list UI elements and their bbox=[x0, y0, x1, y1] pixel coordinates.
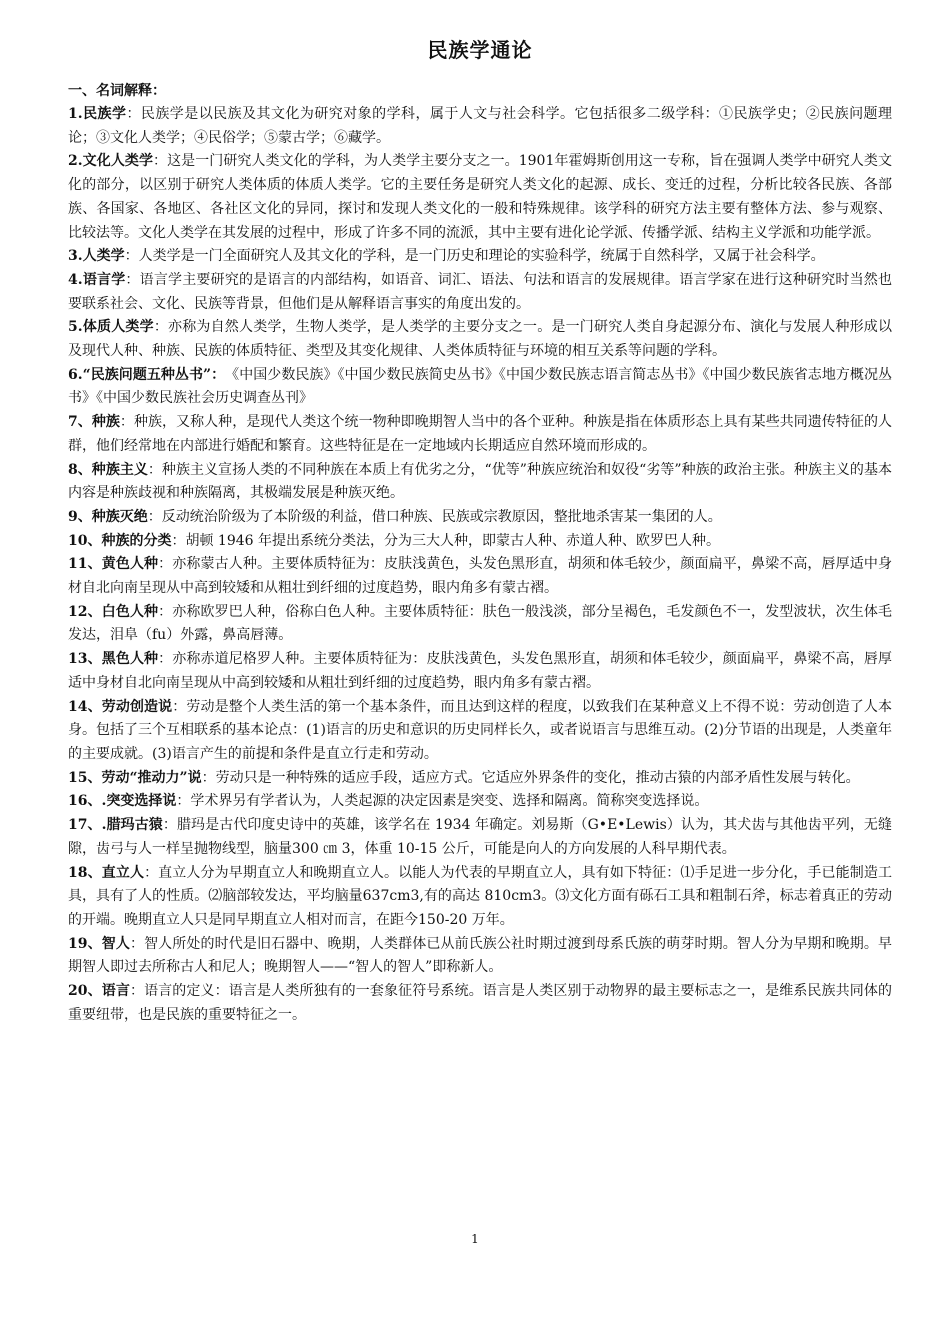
definition-entry bbox=[68, 696, 892, 767]
entry-term: 11、黄色人种 bbox=[68, 556, 159, 573]
entry-text: ：学术界另有学者认为，人类起源的决定因素是突变、选择和隔离。简称突变选择说。 bbox=[176, 793, 709, 810]
definition-entry bbox=[68, 459, 892, 506]
definition-entry bbox=[68, 601, 892, 648]
entry-text: ：亦称为自然人类学，生物人类学，是人类学的主要分支之一。是一门研究人类自身起源分布、演化与发展人种形成以及现代人种、种族、民族的体质特征、类型及其变化规律、人类体质特征与环境的相互关系等问题的学科。 bbox=[68, 319, 892, 360]
entry-term: 10、种族的分类 bbox=[68, 532, 172, 549]
definition-entry bbox=[68, 411, 892, 458]
entry-term: 20、语言 bbox=[68, 983, 130, 1000]
definition-entry bbox=[68, 150, 892, 245]
document-title: 民族学通论 bbox=[427, 38, 533, 62]
entry-term: 18、直立人 bbox=[68, 864, 145, 881]
section-heading: 一、名词解释： bbox=[68, 83, 166, 99]
entry-term: 5.体质人类学 bbox=[68, 319, 154, 336]
entry-term: 3.人类学 bbox=[68, 248, 125, 265]
entry-term: 19、智人 bbox=[68, 935, 130, 952]
entry-term: 9、种族灭绝 bbox=[68, 508, 148, 525]
entry-text: ：种族，又称人种，是现代人类这个统一物种即晚期智人当中的各个亚种。种族是指在体质形态上具有某些共同遗传特征的人群，他们经常地在内部进行婚配和繁育。这些特征是在一定地域内长期适应自然环境而形成的。 bbox=[68, 414, 892, 454]
entry-text: ：民族学是以民族及其文化为研究对象的学科，属于人文与社会科学。它包括很多二级学科：①民族学史；②民族问题理论；③文化人类学；④民俗学；⑤蒙古学；⑥藏学。 bbox=[68, 106, 892, 146]
definition-entry bbox=[68, 648, 892, 695]
entry-text: ：腊玛是古代印度史诗中的英雄，该学名在 1934 年确定。刘易斯（G•E•Lewis）认为，其犬齿与其他齿平列，无缝隙，齿弓与人一样呈抛物线型，脑量300 ㎝ 3，体重 10-15 公斤，可能是向人的方向发展的人科早期代表。 bbox=[68, 817, 892, 857]
entry-term: 7、种族 bbox=[68, 414, 120, 431]
entry-term: 1.民族学 bbox=[68, 106, 127, 122]
entry-text: ：语言的定义：语言是人类所独有的一套象征符号系统。语言是人类区别于动物界的最主要标志之一，是维系民族共同体的重要纽带，也是民族的重要特征之一。 bbox=[68, 983, 893, 1023]
entry-text: ：语言学主要研究的是语言的内部结构，如语音、词汇、语法、句法和语言的发展规律。语言学家在进行这种研究时当然也要联系社会、文化、民族等背景，但他们是从解释语言事实的角度出发的。 bbox=[68, 271, 892, 312]
definition-entry bbox=[68, 269, 892, 316]
page-number: 1 bbox=[471, 1232, 479, 1246]
definition-entry bbox=[68, 316, 892, 363]
entry-text: ：亦称欧罗巴人种，俗称白色人种。主要体质特征：肤色一般浅淡，部分呈褐色，毛发颜色不一，发型波状，次生体毛发达，泪阜（fu）外露，鼻高唇薄。 bbox=[68, 603, 892, 644]
entry-term: 13、黑色人种 bbox=[68, 651, 159, 668]
entry-text: 《中国少数民族》《中国少数民族简史丛书》《中国少数民族志语言简志丛书》《中国少数民族省志地方概况丛书》《中国少数民族社会历史调查丛刊》 bbox=[68, 366, 892, 407]
entry-term: 2.文化人类学 bbox=[68, 153, 154, 170]
definition-entry bbox=[68, 553, 892, 600]
entry-text: ：劳动只是一种特殊的适应手段，适应方式。它适应外界条件的变化，推动古猿的内部矛盾性发展与转化。 bbox=[201, 769, 860, 786]
definition-entry bbox=[68, 506, 892, 530]
definition-entry bbox=[68, 767, 892, 791]
entry-text: ：劳动是整个人类生活的第一个基本条件，而且达到这样的程度，以致我们在某种意义上不得不说：劳动创造了人本身。包括了三个互相联系的基本论点：(1)语言的历史和意识的历史同样长久，或者说语言与思维互动。(2)分节语的出现是，人类童年的主要成就。(3)语言产生的前提和条件是直立行走和劳动。 bbox=[68, 698, 893, 762]
entry-text: ：人类学是一门全面研究人及其文化的学科，是一门历史和理论的实验科学，统属于自然科学，又属于社会科学。 bbox=[124, 248, 825, 265]
definition-list bbox=[68, 103, 892, 1027]
definition-entry bbox=[68, 790, 892, 814]
entry-term: 15、劳动“推动力”说 bbox=[68, 769, 202, 786]
entry-text: ：这是一门研究人类文化的学科，为人类学主要分支之一。1901年霍姆斯创用这一专称，旨在强调人类学中研究人类文化的部分，以区别于研究人类体质的体质人类学。它的主要任务是研究人类文化的起源、成长、变迁的过程，分析比较各民族、各部族、各国家、各地区、各社区文化的异同，探讨和发现人类文化的一般和特殊规律。该学科的研究方法主要有整体方法、参与观察、比较法等。文化人类学在其发展的过程中，形成了许多不同的流派，其中主要有进化论学派、传播学派、结构主义学派和功能学派。 bbox=[68, 153, 892, 241]
definition-entry bbox=[68, 862, 892, 933]
entry-text: ：亦称赤道尼格罗人种。主要体质特征为：皮肤浅黄色，头发色黑形直，胡须和体毛较少，颜面扁平，鼻梁不高，唇厚适中身材自北向南呈现从中高到较矮和从粗壮到纤细的过度趋势，眼内角多有蒙古褶。 bbox=[68, 651, 892, 691]
entry-text: ：胡顿 1946 年提出系统分类法，分为三大人种，即蒙古人种、赤道人种、欧罗巴人种。 bbox=[171, 532, 721, 549]
entry-text: ：亦称蒙古人种。主要体质特征为：皮肤浅黄色，头发色黑形直，胡须和体毛较少，颜面扁平，鼻梁不高，唇厚适中身材自北向南呈现从中高到较矮和从粗壮到纤细的过度趋势，眼内角多有蒙古褶。 bbox=[68, 556, 892, 597]
definition-entry bbox=[68, 814, 892, 861]
entry-term: 4.语言学 bbox=[68, 271, 126, 288]
definition-entry bbox=[68, 364, 892, 411]
entry-text: ：反动统治阶级为了本阶级的利益，借口种族、民族或宗教原因，整批地杀害某一集团的人。 bbox=[147, 508, 722, 525]
definition-entry bbox=[68, 103, 892, 150]
entry-term: 12、白色人种 bbox=[68, 603, 159, 620]
definition-entry bbox=[68, 933, 892, 980]
entry-term: 6.“民族问题五种丛书”： bbox=[68, 366, 219, 383]
definition-entry bbox=[68, 530, 892, 554]
entry-term: 14、劳动创造说 bbox=[68, 698, 173, 715]
entry-term: 16、.突变选择说 bbox=[68, 793, 177, 810]
definition-entry bbox=[68, 980, 892, 1027]
definition-entry bbox=[68, 245, 892, 269]
entry-text: ：种族主义宣扬人类的不同种族在本质上有优劣之分，“优等”种族应统治和奴役“劣等”种族的政治主张。种族主义的基本内容是种族歧视和种族隔离，其极端发展是种族灭绝。 bbox=[68, 461, 892, 502]
entry-text: ：智人所处的时代是旧石器中、晚期，人类群体已从前氏族公社时期过渡到母系氏族的萌芽时期。智人分为早期和晚期。早期智人即过去所称古人和尼人；晚期智人——“智人的智人”即称新人。 bbox=[68, 935, 893, 976]
entry-text: ：直立人分为早期直立人和晚期直立人。以能人为代表的早期直立人，具有如下特征：⑴手足进一步分化，手已能制造工具，具有了人的性质。⑵脑部较发达，平均脑量637cm3,有的高达 810cm3。⑶文化方面有砾石工具和粗制石斧，标志着真正的劳动的开端。晚期直立人只是同早期直立人相对而言，在距今150-20 万年。 bbox=[68, 864, 893, 928]
entry-term: 17、.腊玛古猿 bbox=[68, 817, 163, 834]
entry-term: 8、种族主义 bbox=[68, 461, 148, 478]
